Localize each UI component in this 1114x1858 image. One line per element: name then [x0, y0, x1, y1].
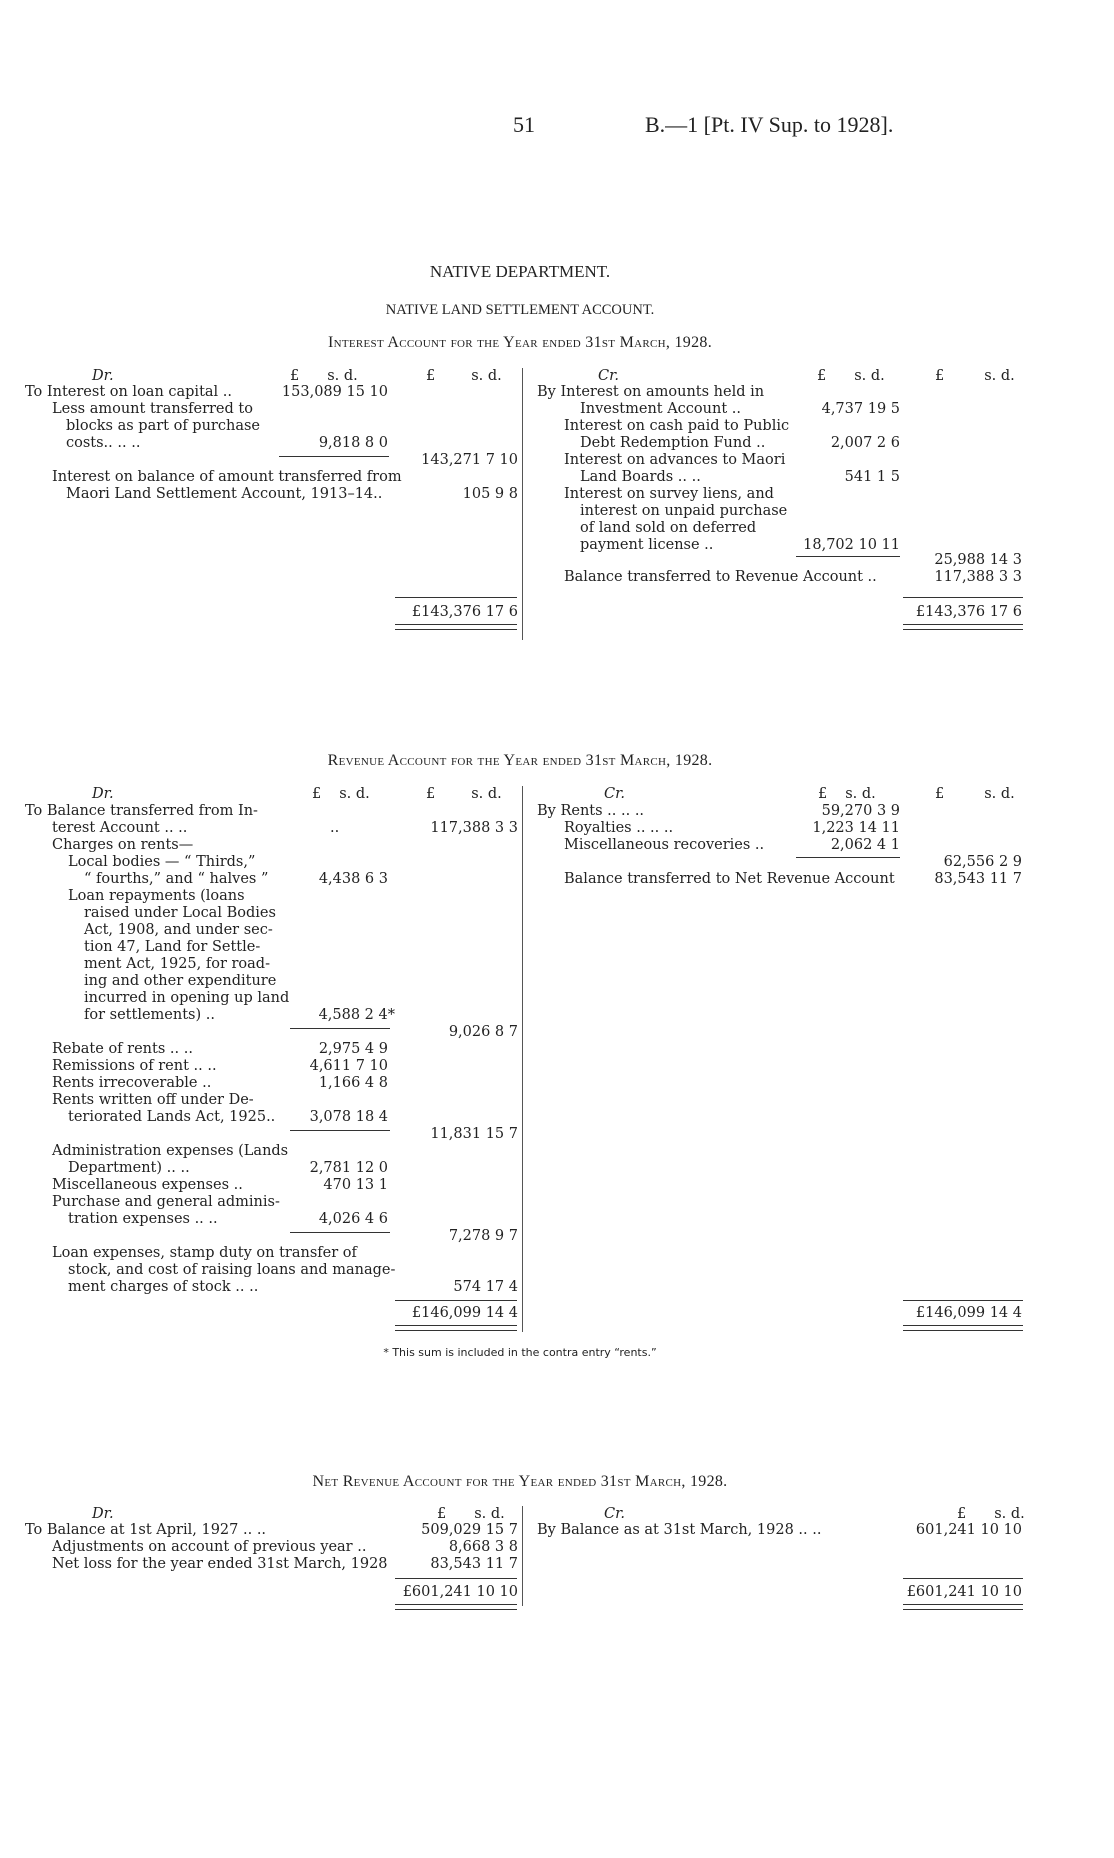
revenue-rule	[290, 1130, 390, 1131]
pound-sign: £	[290, 368, 300, 384]
revenue-line: Administration expenses (Lands	[52, 1143, 289, 1159]
interest-line-balance: Interest on balance of amount transferred from	[52, 469, 402, 485]
interest-line-costs: costs.. .. ..	[66, 435, 141, 451]
revenue-amt: 2,975 4 9	[318, 1041, 388, 1057]
revenue-cr-total-rule	[903, 1300, 1023, 1301]
net-revenue-cr-total-rule	[903, 1578, 1023, 1579]
revenue-footnote: * This sum is included in the contra entry “rents.”	[383, 1346, 657, 1359]
revenue-line: tion 47, Land for Settle-	[84, 939, 261, 955]
interest-cr-double-rule	[903, 624, 1023, 630]
net-revenue-cr-double-rule	[903, 1604, 1023, 1610]
revenue-line: Rents written off under De-	[52, 1092, 254, 1108]
revenue-amt: 3,078 18 4	[309, 1109, 388, 1125]
page-reference: B.—1 [Pt. IV Sup. to 1928].	[645, 112, 894, 137]
revenue-line: incurred in opening up land	[84, 990, 290, 1006]
revenue-line: “ fourths,” and “ halves ”	[84, 871, 269, 887]
interest-dr-label: Dr.	[92, 368, 114, 384]
interest-dr-col1-head	[290, 368, 358, 385]
revenue-leader: ..	[330, 820, 340, 836]
revenue-line: teriorated Lands Act, 1925..	[68, 1109, 276, 1125]
net-revenue-dr-head	[437, 1506, 505, 1523]
revenue-cr-double-rule	[903, 1325, 1023, 1331]
revenue-line: Charges on rents—	[52, 837, 194, 853]
revenue-line: ment Act, 1925, for road-	[84, 956, 270, 972]
revenue-amt: 470 13 1	[323, 1177, 388, 1193]
revenue-amt: 1,166 4 8	[318, 1075, 388, 1091]
interest-cr-line: of land sold on deferred	[580, 520, 757, 536]
net-revenue-amt: 83,543 11 7	[430, 1556, 518, 1572]
revenue-amt: 4,611 7 10	[309, 1058, 388, 1074]
pound-sign: £	[312, 786, 322, 802]
interest-dr-col2-head	[426, 368, 502, 385]
interest-cr-col2-head	[935, 368, 1015, 385]
revenue-line: Loan expenses, stamp duty on transfer of	[52, 1245, 357, 1261]
net-revenue-cr-head	[957, 1506, 1025, 1523]
revenue-subtotal: 11,831 15 7	[430, 1126, 518, 1142]
interest-cr-total-rule	[903, 597, 1023, 598]
revenue-line: Miscellaneous expenses ..	[52, 1177, 243, 1193]
interest-dr-double-rule	[395, 624, 517, 630]
net-revenue-dr-double-rule	[395, 1604, 517, 1610]
revenue-cr-total: £146,099 14 4	[915, 1305, 1022, 1321]
interest-section-title: Interest Account for the Year ended 31st March, 1928.	[327, 334, 713, 351]
pound-sign: £	[437, 1506, 447, 1522]
revenue-line: terest Account .. ..	[52, 820, 188, 836]
revenue-line: Rebate of rents .. ..	[52, 1041, 193, 1057]
net-revenue-line: To Balance at 1st April, 1927 .. ..	[25, 1522, 267, 1538]
interest-cr-line: Interest on survey liens, and	[564, 486, 774, 502]
net-revenue-dr-label: Dr.	[92, 1506, 114, 1522]
interest-line-less: Less amount transferred to	[52, 401, 253, 417]
interest-cr-line: Interest on advances to Maori	[564, 452, 786, 468]
revenue-rule	[290, 1028, 390, 1029]
sd-head: s. d.	[471, 786, 502, 802]
revenue-subtotal: 9,026 8 7	[448, 1024, 518, 1040]
sd-head: s. d.	[327, 368, 358, 384]
net-revenue-cr-line: By Balance as at 31st March, 1928 .. ..	[537, 1522, 822, 1538]
net-revenue-cr-label: Cr.	[604, 1506, 626, 1522]
revenue-section-title: Revenue Account for the Year ended 31st March, 1928.	[327, 752, 713, 769]
interest-line-maori: Maori Land Settlement Account, 1913–14..	[66, 486, 383, 502]
net-revenue-divider	[522, 1506, 523, 1606]
interest-total-rule	[395, 597, 517, 598]
revenue-cr-line: Royalties .. .. ..	[564, 820, 674, 836]
revenue-cr-line: Miscellaneous recoveries ..	[564, 837, 765, 853]
revenue-line: Local bodies — “ Thirds,”	[68, 854, 256, 870]
revenue-dr-col1-head	[312, 786, 370, 803]
revenue-line: Loan repayments (loans	[68, 888, 245, 904]
revenue-dr-double-rule	[395, 1325, 517, 1331]
interest-cr-amt: 18,702 10 11	[803, 537, 900, 553]
interest-cr-label: Cr.	[598, 368, 620, 384]
revenue-cr-amt: 2,062 4 1	[830, 837, 900, 853]
revenue-amt: 2,781 12 0	[309, 1160, 388, 1176]
interest-cr-rule	[796, 556, 900, 557]
revenue-dr-total: £146,099 14 4	[411, 1305, 518, 1321]
revenue-line: ment charges of stock .. ..	[68, 1279, 259, 1295]
revenue-total-rule	[395, 1300, 517, 1301]
net-revenue-amt: 509,029 15 7	[421, 1522, 518, 1538]
revenue-dr-col2-head	[426, 786, 502, 803]
interest-amt-costs: 9,818 8 0	[318, 435, 388, 451]
revenue-cr-subtotal: 62,556 2 9	[943, 854, 1022, 870]
page-number: 51	[513, 112, 535, 137]
department-title: NATIVE DEPARTMENT.	[429, 262, 611, 281]
revenue-cr-amt: 1,223 14 11	[812, 820, 900, 836]
net-revenue-cr-amt: 601,241 10 10	[915, 1522, 1022, 1538]
interest-cr-line: By Interest on amounts held in	[537, 384, 765, 400]
net-revenue-amt: 8,668 3 8	[448, 1539, 518, 1555]
sd-head: s. d.	[845, 786, 876, 802]
pound-sign: £	[426, 368, 436, 384]
sd-head: s. d.	[854, 368, 885, 384]
sd-head: s. d.	[984, 368, 1015, 384]
interest-cr-balance: Balance transferred to Revenue Account ..	[564, 569, 877, 585]
revenue-cr-amt: 59,270 3 9	[821, 803, 900, 819]
revenue-line: To Balance transferred from In-	[25, 803, 258, 819]
net-revenue-cr-total: £601,241 10 10	[906, 1584, 1022, 1600]
pound-sign: £	[818, 786, 828, 802]
revenue-cr-col1-head	[818, 786, 876, 803]
pound-sign: £	[935, 368, 945, 384]
sd-head: s. d.	[471, 368, 502, 384]
pound-sign: £	[935, 786, 945, 802]
interest-cr-line: Interest on cash paid to Public	[564, 418, 790, 434]
revenue-amt: 4,026 4 6	[318, 1211, 388, 1227]
net-revenue-dr-total: £601,241 10 10	[402, 1584, 518, 1600]
sd-head: s. d.	[994, 1506, 1025, 1522]
interest-cr-amt: 2,007 2 6	[830, 435, 900, 451]
interest-dr-total: £143,376 17 6	[411, 604, 518, 620]
revenue-subtotal: 7,278 9 7	[448, 1228, 518, 1244]
interest-cr-line: interest on unpaid purchase	[580, 503, 788, 519]
sd-head: s. d.	[339, 786, 370, 802]
revenue-rule	[290, 1232, 390, 1233]
revenue-cr-balance: Balance transferred to Net Revenue Account	[564, 871, 895, 887]
revenue-line: tration expenses .. ..	[68, 1211, 218, 1227]
interest-cr-line: Land Boards .. ..	[580, 469, 701, 485]
revenue-amt: 4,588 2 4*	[318, 1007, 395, 1023]
pound-sign: £	[957, 1506, 967, 1522]
revenue-dr-label: Dr.	[92, 786, 114, 802]
interest-line-blocks: blocks as part of purchase	[66, 418, 260, 434]
revenue-line: raised under Local Bodies	[84, 905, 276, 921]
account-title: NATIVE LAND SETTLEMENT ACCOUNT.	[385, 302, 655, 318]
interest-cr-line: Investment Account ..	[580, 401, 741, 417]
revenue-line: stock, and cost of raising loans and manage-	[68, 1262, 396, 1278]
revenue-amt: 4,438 6 3	[318, 871, 388, 887]
pound-sign: £	[817, 368, 827, 384]
interest-amt-loan-capital: 153,089 15 10	[281, 384, 388, 400]
revenue-amt: 574 17 4	[453, 1279, 518, 1295]
revenue-amt: 117,388 3 3	[430, 820, 518, 836]
revenue-line: Department) .. ..	[68, 1160, 190, 1176]
revenue-cr-balance-amt: 83,543 11 7	[934, 871, 1022, 887]
revenue-cr-label: Cr.	[604, 786, 626, 802]
net-revenue-line: Net loss for the year ended 31st March, 1928	[52, 1556, 388, 1572]
interest-cr-subtotal: 25,988 14 3	[934, 552, 1022, 568]
interest-cr-balance-amt: 117,388 3 3	[934, 569, 1022, 585]
revenue-divider	[522, 786, 523, 1332]
revenue-line: ing and other expenditure	[84, 973, 277, 989]
interest-cr-amt: 541 1 5	[844, 469, 900, 485]
net-revenue-section-title: Net Revenue Account for the Year ended 31st March, 1928.	[312, 1473, 728, 1490]
revenue-line: for settlements) ..	[84, 1007, 215, 1023]
sd-head: s. d.	[984, 786, 1015, 802]
interest-line-loan-capital: To Interest on loan capital ..	[25, 384, 233, 400]
interest-cr-line: payment license ..	[580, 537, 714, 553]
interest-amt-net: 143,271 7 10	[421, 452, 518, 468]
net-revenue-total-rule	[395, 1578, 517, 1579]
revenue-line: Remissions of rent .. ..	[52, 1058, 217, 1074]
interest-amt-maori: 105 9 8	[462, 486, 518, 502]
interest-cr-total: £143,376 17 6	[915, 604, 1022, 620]
interest-cr-amt: 4,737 19 5	[821, 401, 900, 417]
sd-head: s. d.	[474, 1506, 505, 1522]
revenue-line: Act, 1908, and under sec-	[84, 922, 273, 938]
interest-rule	[279, 456, 389, 457]
pound-sign: £	[426, 786, 436, 802]
revenue-cr-rule	[796, 857, 900, 858]
interest-cr-col1-head	[817, 368, 885, 385]
net-revenue-line: Adjustments on account of previous year ..	[52, 1539, 367, 1555]
revenue-line: Rents irrecoverable ..	[52, 1075, 212, 1091]
revenue-cr-col2-head	[935, 786, 1015, 803]
interest-divider	[522, 368, 523, 640]
revenue-line: Purchase and general adminis-	[52, 1194, 280, 1210]
revenue-cr-line: By Rents .. .. ..	[537, 803, 645, 819]
interest-cr-line: Debt Redemption Fund ..	[580, 435, 766, 451]
